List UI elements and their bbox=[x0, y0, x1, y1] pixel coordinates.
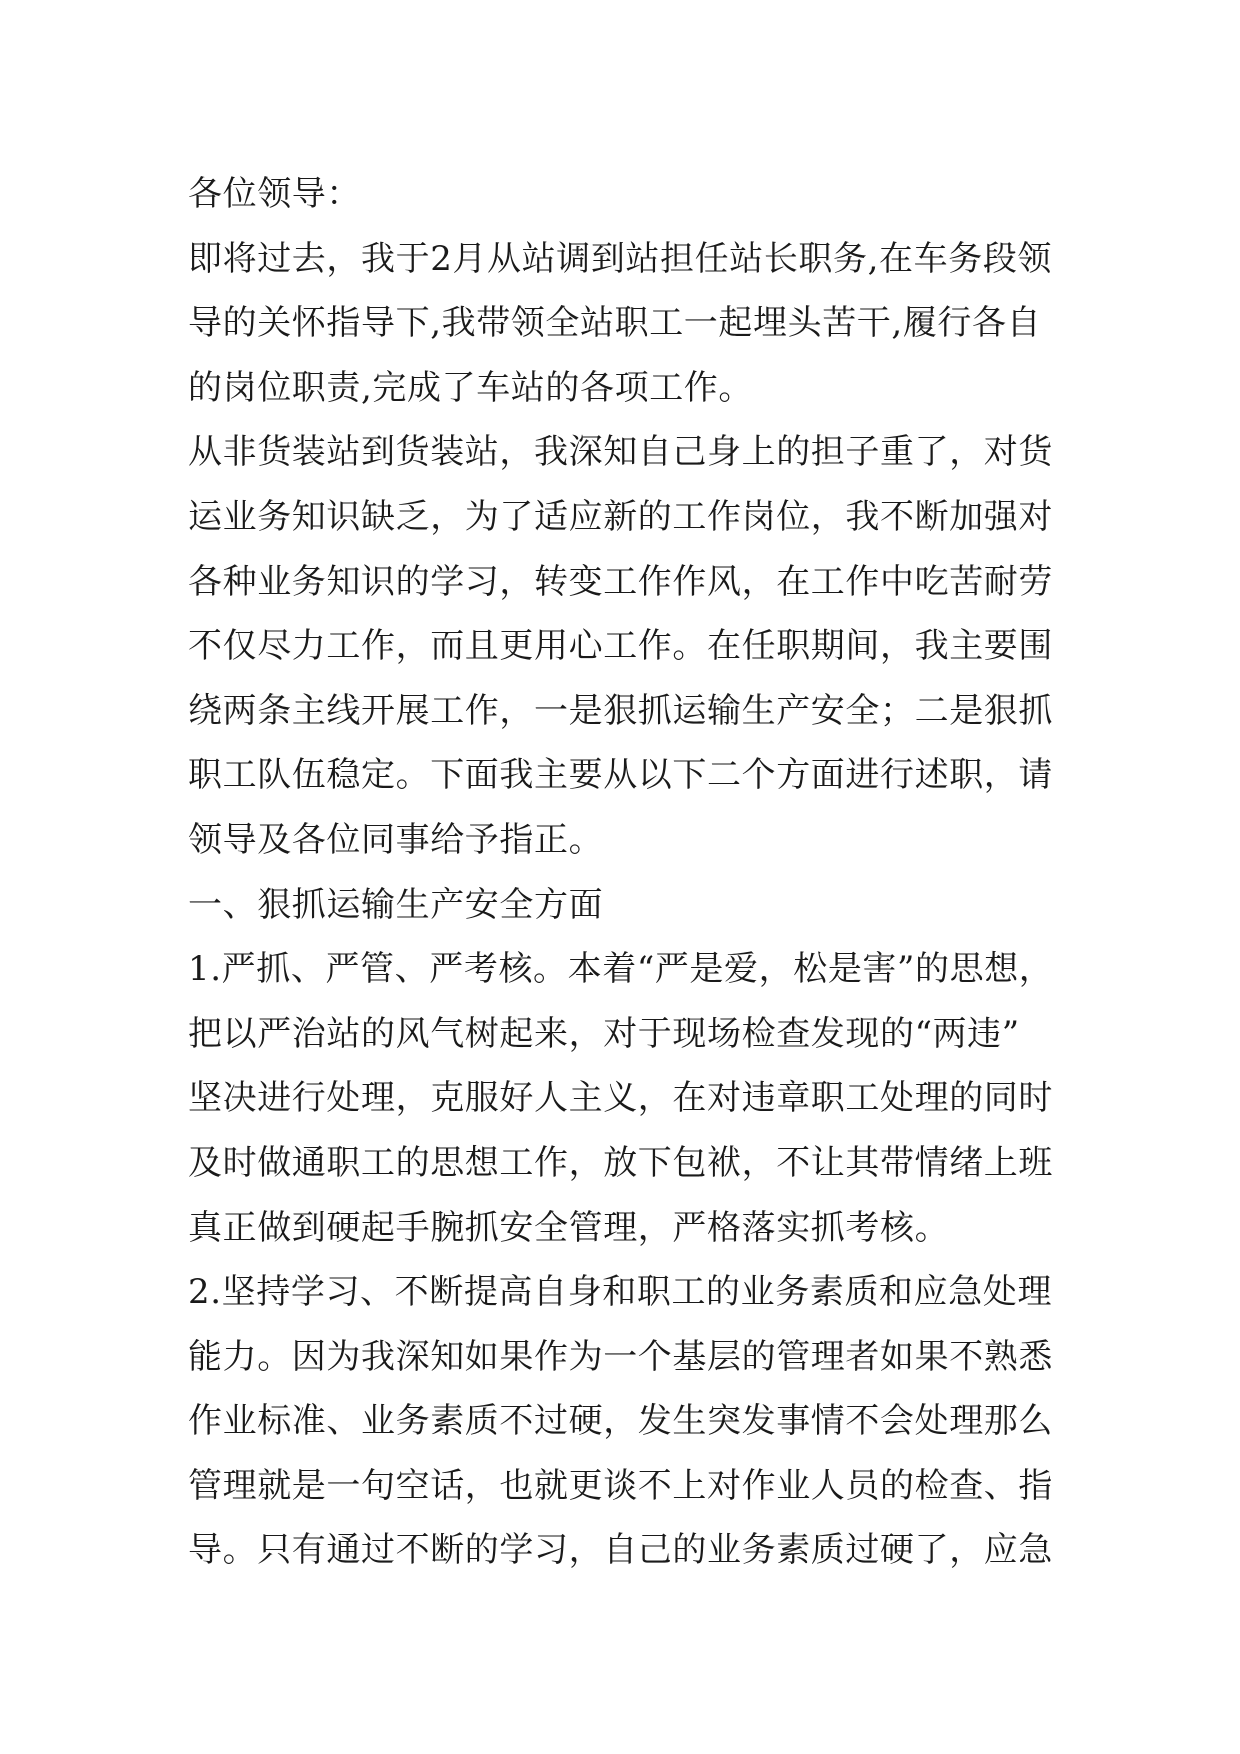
text-line: 管理就是一句空话，也就更谈不上对作业人员的检查、指 bbox=[188, 1465, 1053, 1506]
section-heading: 一、狠抓运输生产安全方面 bbox=[188, 884, 604, 925]
text-line: 运业务知识缺乏，为了适应新的工作岗位，我不断加强对 bbox=[188, 496, 1053, 537]
text-line: 从非货装站到货装站，我深知自己身上的担子重了，对货 bbox=[188, 432, 1053, 473]
text-line: 导的关怀指导下,我带领全站职工一起埋头苦干,履行各自 bbox=[188, 303, 1042, 344]
text-line: 作业标准、业务素质不过硬，发生突发事情不会处理那么 bbox=[188, 1401, 1053, 1442]
text-line: 及时做通职工的思想工作，放下包袱，不让其带情绪上班 bbox=[188, 1142, 1053, 1183]
text-line: 绕两条主线开展工作，一是狠抓运输生产安全；二是狠抓 bbox=[188, 690, 1053, 731]
salutation: 各位领导： bbox=[188, 174, 361, 214]
text-line: 2.坚持学习、不断提高自身和职工的业务素质和应急处理 bbox=[188, 1272, 1053, 1313]
text-line: 能力。因为我深知如果作为一个基层的管理者如果不熟悉 bbox=[188, 1336, 1053, 1377]
text-line: 不仅尽力工作，而且更用心工作。在任职期间，我主要围 bbox=[188, 626, 1053, 667]
document-body bbox=[188, 162, 1068, 1583]
text-line: 的岗位职责,完成了车站的各项工作。 bbox=[188, 367, 754, 408]
text-line: 即将过去，我于2月从站调到站担任站长职务,在车务段领 bbox=[188, 238, 1053, 279]
text-line: 1.严抓、严管、严考核。本着“严是爱，松是害”的思想， bbox=[188, 949, 1054, 990]
text-line: 坚决进行处理，克服好人主义，在对违章职工处理的同时 bbox=[188, 1078, 1053, 1119]
text-line: 领导及各位同事给予指正。 bbox=[188, 819, 604, 860]
text-line: 把以严治站的风气树起来，对于现场检查发现的“两违” bbox=[188, 1013, 1020, 1054]
text-line: 职工队伍稳定。下面我主要从以下二个方面进行述职，请 bbox=[188, 755, 1053, 796]
text-line: 真正做到硬起手腕抓安全管理，严格落实抓考核。 bbox=[188, 1207, 950, 1248]
text-line: 导。只有通过不断的学习，自己的业务素质过硬了，应急 bbox=[188, 1530, 1053, 1571]
text-line: 各种业务知识的学习，转变工作作风，在工作中吃苦耐劳 bbox=[188, 561, 1053, 602]
